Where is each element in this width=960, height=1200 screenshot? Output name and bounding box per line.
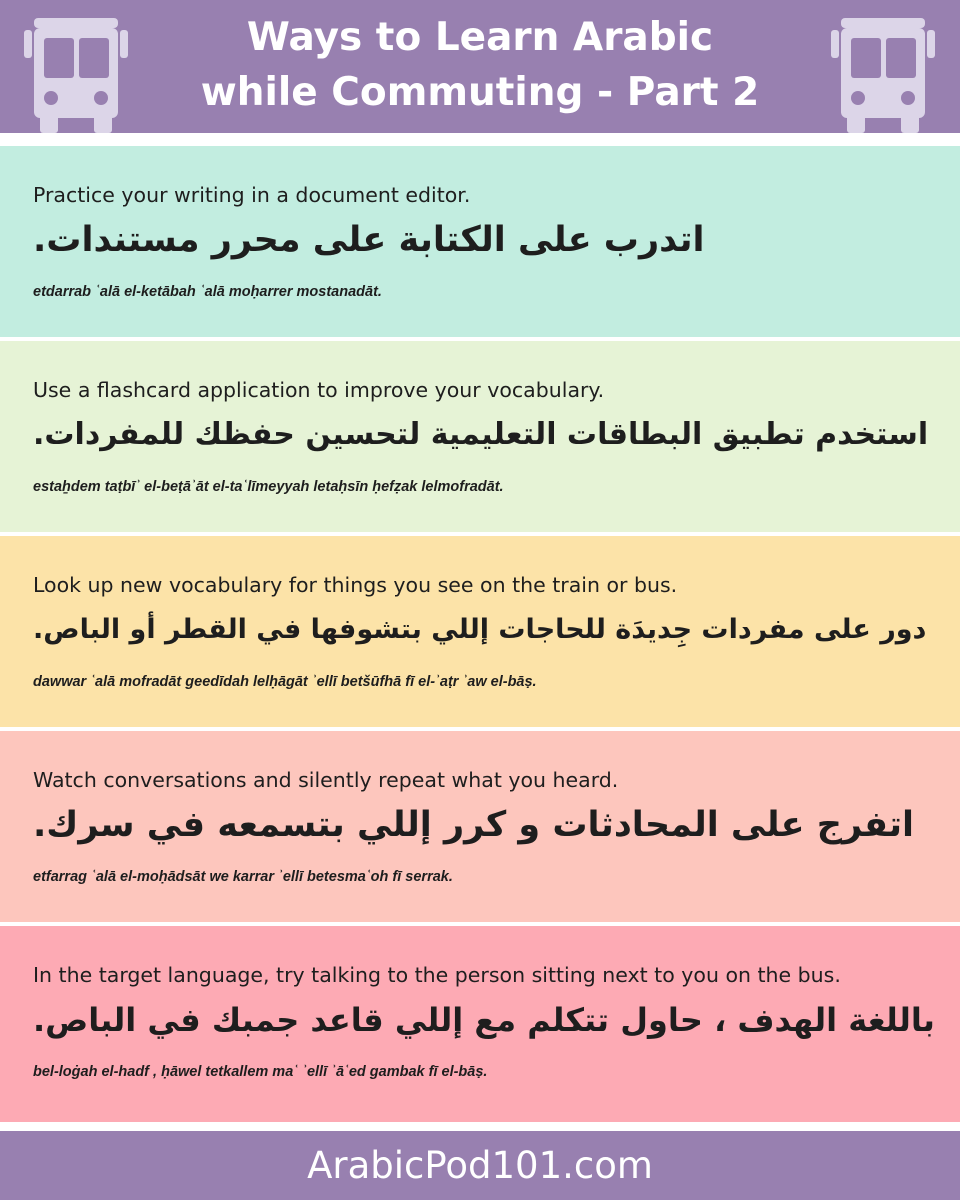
- tip-panel-1: [0, 146, 960, 337]
- tip-arabic: اتفرج على المحادثات و كرر إللي بتسمعه في سرك.: [33, 805, 915, 845]
- site-url[interactable]: ArabicPod101.com: [307, 1144, 653, 1187]
- tip-panel-3: [0, 536, 960, 727]
- tip-panel-2: [0, 341, 960, 532]
- tip-transliteration: etfarrag ʿalā el-moḥādsāt we karrar ʾellī betesmaʿoh fī serrak.: [33, 869, 453, 885]
- tip-panel-5: [0, 926, 960, 1122]
- title-line-2: while Commuting - Part 2: [200, 70, 760, 115]
- tip-english: In the target language, try talking to the person sitting next to you on the bus.: [33, 963, 841, 987]
- bus-icon: [24, 18, 128, 133]
- tip-english: Practice your writing in a document editor.: [33, 183, 471, 207]
- tip-arabic: اتدرب على الكتابة على محرر مستندات.: [33, 220, 705, 260]
- tip-english: Watch conversations and silently repeat what you heard.: [33, 768, 619, 792]
- tip-arabic: دور على مفردات جِديدَة للحاجات إللي بتشوفها في القطر أو الباص.: [33, 614, 927, 645]
- header-banner: [0, 0, 960, 133]
- tip-panel-4: [0, 731, 960, 922]
- tip-transliteration: etdarrab ʿalā el-ketābah ʿalā moḥarrer mostanadāt.: [33, 284, 382, 300]
- footer-banner: [0, 1131, 960, 1200]
- tip-arabic: باللغة الهدف ، حاول تتكلم مع إللي قاعد جمبك في الباص.: [33, 1001, 935, 1039]
- bus-icon: [831, 18, 935, 133]
- tip-arabic: استخدم تطبيق البطاقات التعليمية لتحسين حفظك للمفردات.: [33, 417, 929, 452]
- tip-transliteration: bel-loġah el-hadf , ḥāwel tetkallem maʿ ʾellī ʾāʿed gambak fī el-bāṣ.: [33, 1064, 488, 1080]
- tip-transliteration: dawwar ʿalā mofradāt geedīdah lelḥāgāt ʾellī betšūfhā fī el-ʾaṭr ʾaw el-bāṣ.: [33, 674, 537, 690]
- tip-english: Use a flashcard application to improve your vocabulary.: [33, 378, 605, 402]
- title-line-1: Ways to Learn Arabic: [246, 15, 714, 60]
- tip-transliteration: estaẖdem taṭbīʾ el-beṭāʾāt el-taʿlīmeyyah letaḥsīn ḥefẓak lelmofradāt.: [33, 479, 504, 495]
- tip-english: Look up new vocabulary for things you see on the train or bus.: [33, 573, 678, 597]
- page-title: [150, 10, 810, 120]
